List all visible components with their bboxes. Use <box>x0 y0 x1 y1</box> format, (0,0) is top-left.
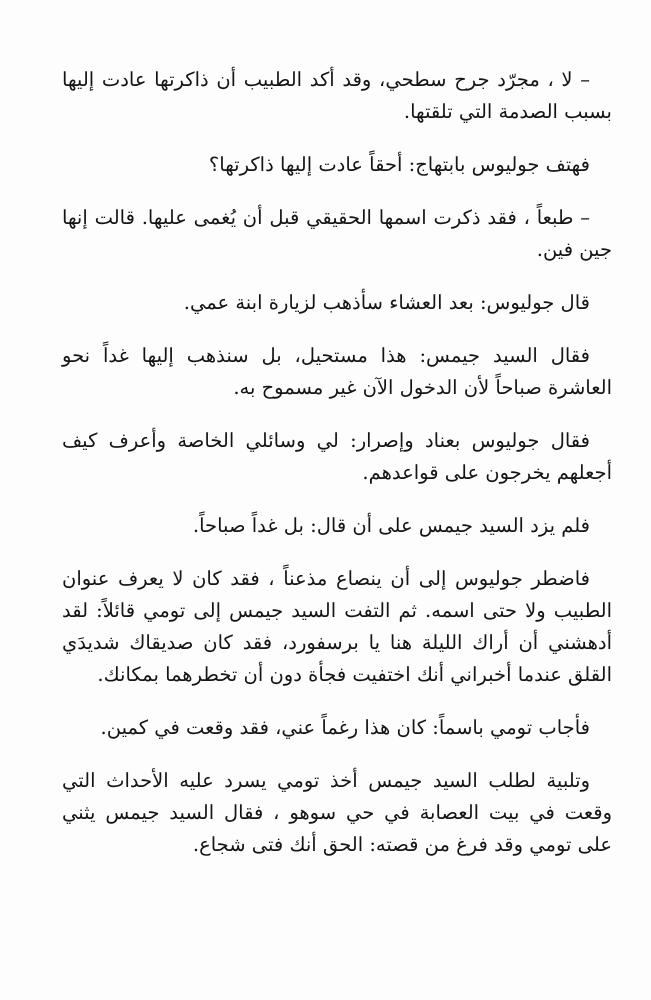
paragraph-1: – لا ، مجرّد جرح سطحي، وقد أكد الطبيب أن ذاكرتها عادت إليها بسبب الصدمة التي تلقتها. <box>62 68 612 123</box>
page-text <box>62 64 612 882</box>
paragraph-3: – طبعاً ، فقد ذكرت اسمها الحقيقي قبل أن يُغمى عليها. قالت إنها جين فين. <box>62 206 612 261</box>
paragraph-10: وتلبية لطلب السيد جيمس أخذ تومي يسرد عليه الأحداث التي وقعت في بيت العصابة في حي سوهو ، فقال السيد جيمس يثني على تومي وقد فرغ من قصته: الحق أنك فتى شجاع. <box>62 769 612 856</box>
paragraph-8: فاضطر جوليوس إلى أن ينصاع مذعناً ، فقد كان لا يعرف عنوان الطبيب ولا حتى اسمه. ثم التفت السيد جيمس إلى تومي قائلاً: لقد أدهشني أن أراك الليلة هنا يا برسفورد، فقد كان صديقاك شديدَي القلق عندما أخبراني أنك اختفيت فجأة دون أن تخطرهما بمكانك. <box>62 567 612 686</box>
paragraph-9: فأجاب تومي باسماً: كان هذا رغماً عني، فقد وقعت في كمين. <box>100 716 590 739</box>
paragraph-4: قال جوليوس: بعد العشاء سأذهب لزيارة ابنة عمي. <box>183 291 590 314</box>
paragraph-7: فلم يزد السيد جيمس على أن قال: بل غداً صباحاً. <box>192 514 590 537</box>
paragraph-2: فهتف جوليوس بابتهاج: أحقاً عادت إليها ذاكرتها؟ <box>208 153 590 176</box>
paragraph-6: فقال جوليوس بعناد وإصرار: لي وسائلي الخاصة وأعرف كيف أجعلهم يخرجون على قواعدهم. <box>62 429 612 484</box>
paragraph-5: فقال السيد جيمس: هذا مستحيل، بل سنذهب إليها غداً نحو العاشرة صباحاً لأن الدخول الآن غير مسموح به. <box>62 344 612 399</box>
